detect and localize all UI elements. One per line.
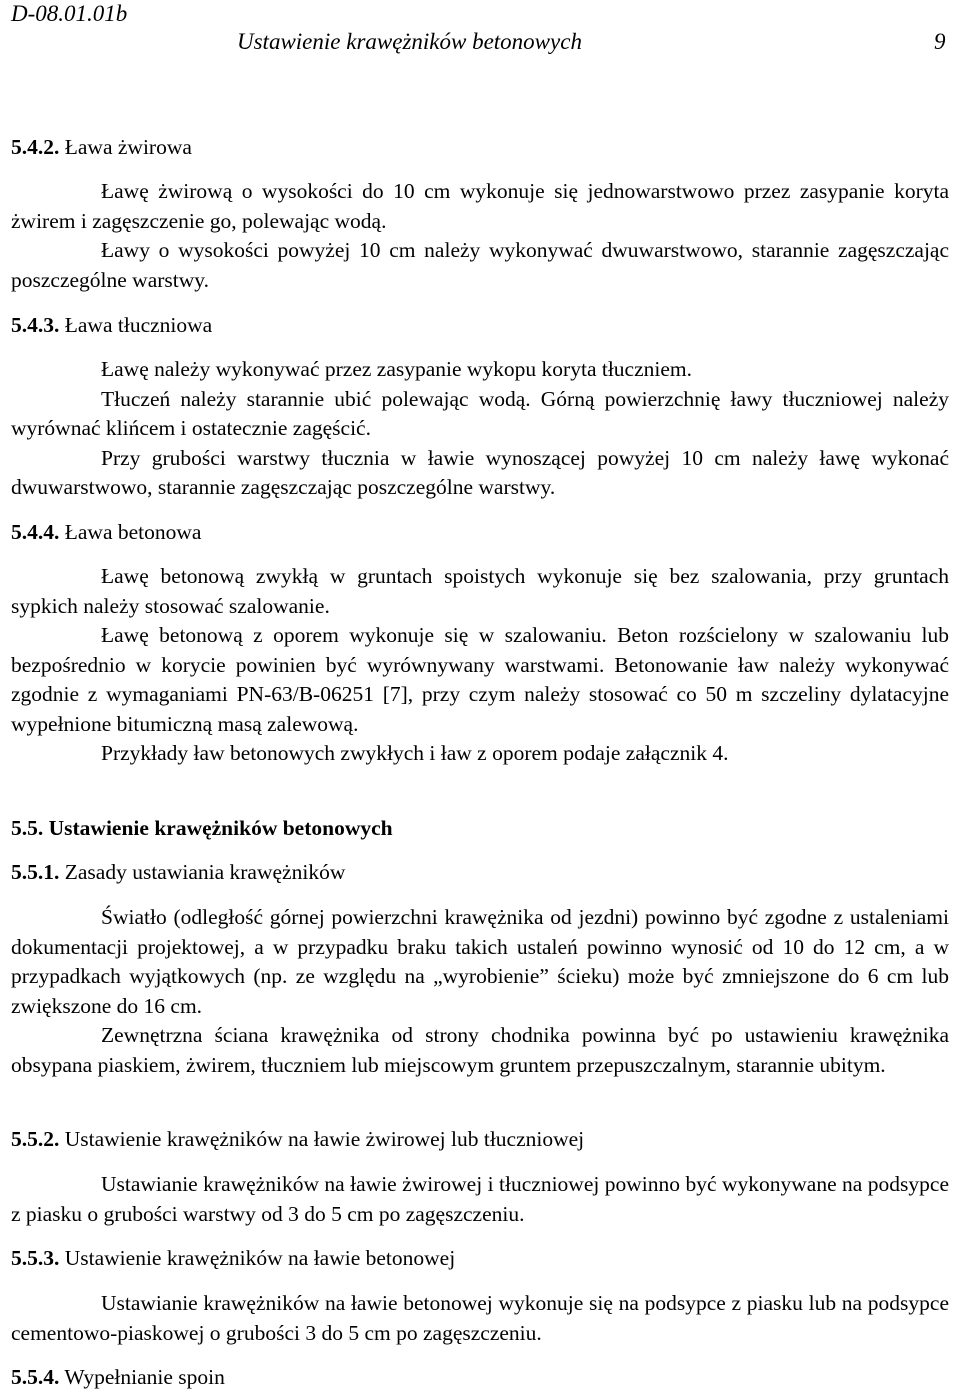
running-title: Ustawienie krawężników betonowych — [237, 29, 582, 54]
heading-5-5 — [11, 814, 393, 844]
section-body-5-5-2 — [11, 1170, 949, 1229]
heading-title: Ustawienie krawężników betonowych — [48, 816, 393, 840]
heading-5-5-3 — [11, 1244, 455, 1274]
heading-number: 5.4.4. — [11, 520, 60, 544]
document-code: D-08.01.01b — [11, 1, 128, 26]
heading-5-5-2 — [11, 1125, 584, 1155]
section-body-5-4-4 — [11, 562, 949, 769]
heading-5-4-3 — [11, 311, 212, 341]
paragraph: Zewnętrzna ściana krawężnika od strony chodnika powinna być po ustawieniu krawężnika obsypana piaskiem, żwirem, tłuczniem lub miejscowym gruntem przepuszczalnym, starannie ubitym. — [11, 1023, 949, 1077]
paragraph: Ławę betonową zwykłą w gruntach spoistych wykonuje się bez szalowania, przy gruntach sypkich należy stosować szalowanie. — [11, 564, 949, 618]
heading-number: 5.5.4. — [11, 1365, 60, 1389]
heading-number: 5.5.2. — [11, 1127, 60, 1151]
section-body-5-4-3 — [11, 355, 949, 503]
heading-title: Ustawienie krawężników na ławie betonowej — [64, 1246, 456, 1270]
heading-title: Ława betonowa — [64, 520, 202, 544]
paragraph: Przy grubości warstwy tłucznia w ławie wynoszącej powyżej 10 cm należy ławę wykonać dwuwarstwowo, starannie zagęszczając poszczególne warstwy. — [11, 445, 949, 499]
heading-title: Zasady ustawiania krawężników — [64, 860, 346, 884]
heading-number: 5.5.3. — [11, 1246, 60, 1270]
page-number: 9 — [934, 29, 946, 54]
heading-5-5-4 — [11, 1363, 225, 1393]
paragraph: Ustawianie krawężników na ławie żwirowej i tłuczniowej powinno być wykonywane na podsypce z piasku o grubości warstwy od 3 do 5 cm po zagęszczeniu. — [11, 1172, 949, 1226]
paragraph: Światło (odległość górnej powierzchni krawężnika od jezdni) powinno być zgodne z ustaleniami dokumentacji projektowej, a w przypadku braku takich ustaleń powinno wynosić od 10 do 12 cm, a w przypadkach wyjątkowych (np. ze względu na „wyrobienie” ścieku) może być zmniejszone do 6 cm lub zwiększone do 16 cm. — [11, 905, 949, 1018]
heading-number: 5.5.1. — [11, 860, 60, 884]
heading-5-4-4 — [11, 518, 201, 548]
section-body-5-5-1 — [11, 903, 949, 1080]
section-body-5-4-2 — [11, 177, 949, 295]
paragraph: Ławę betonową z oporem wykonuje się w szalowaniu. Beton rozścielony w szalowaniu lub bezpośrednio w korycie powinien być wyrównywany warstwami. Betonowanie ław należy wykonywać zgodnie z wymaganiami PN-63/B-06251 [7], przy czym należy stosować co 50 m szczeliny dylatacyjne wypełnione bitumiczną masą zalewową. — [11, 623, 949, 736]
heading-number: 5.4.2. — [11, 135, 60, 159]
heading-number: 5.4.3. — [11, 313, 60, 337]
section-body-5-5-3 — [11, 1289, 949, 1348]
paragraph: Przykłady ław betonowych zwykłych i ław z oporem podaje załącznik 4. — [101, 741, 729, 765]
paragraph: Ustawianie krawężników na ławie betonowej wykonuje się na podsypce z piasku lub na podsypce cementowo-piaskowej o grubości 3 do 5 cm po zagęszczeniu. — [11, 1291, 949, 1345]
paragraph: Ławy o wysokości powyżej 10 cm należy wykonywać dwuwarstwowo, starannie zagęszczając poszczególne warstwy. — [11, 238, 949, 292]
heading-5-5-1 — [11, 858, 345, 888]
heading-title: Wypełnianie spoin — [64, 1365, 225, 1389]
heading-title: Ustawienie krawężników na ławie żwirowej lub tłuczniowej — [64, 1127, 585, 1151]
heading-5-4-2 — [11, 133, 192, 163]
heading-title: Ława tłuczniowa — [64, 313, 213, 337]
paragraph: Ławę należy wykonywać przez zasypanie wykopu koryta tłuczniem. — [101, 357, 693, 381]
heading-number: 5.5. — [11, 816, 44, 840]
heading-title: Ława żwirowa — [64, 135, 192, 159]
paragraph: Tłuczeń należy starannie ubić polewając wodą. Górną powierzchnię ławy tłuczniowej należy wyrównać klińcem i ostatecznie zagęścić. — [11, 386, 949, 440]
paragraph: Ławę żwirową o wysokości do 10 cm wykonuje się jednowarstwowo przez zasypanie koryta żwirem i zagęszczenie go, polewając wodą. — [11, 179, 949, 233]
